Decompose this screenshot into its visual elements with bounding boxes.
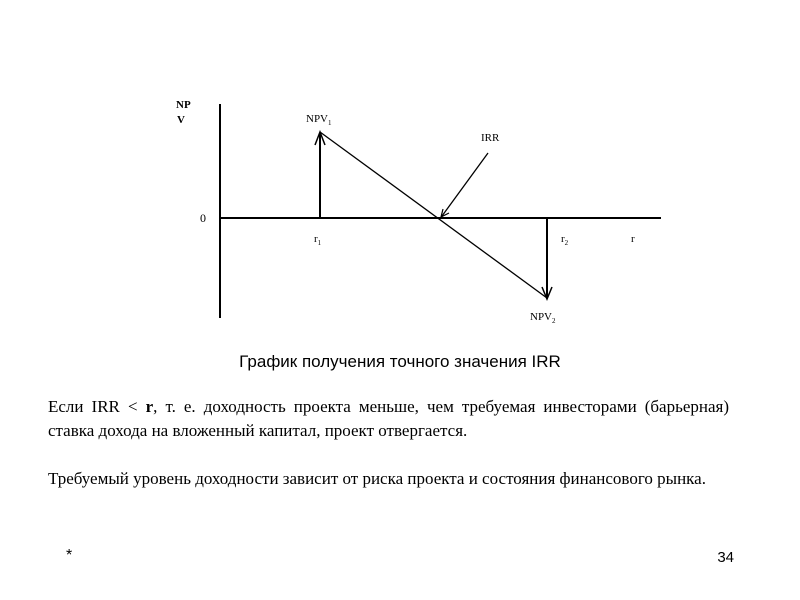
paragraph-required-return: Требуемый уровень доходности зависит от риска проекта и состояния финансового рынка. [48, 469, 706, 488]
required-rate-symbol: r [145, 397, 154, 416]
paragraph-irr-rule-end: , т. е. доходность проекта меньше, чем требуемая инвесторами (барьерная) ставка дохода на вложенный капитал, проект отвергается. [48, 397, 729, 440]
footer-marker: * [66, 547, 73, 564]
y-axis-label-line2: V [177, 114, 185, 126]
r1-label: $r_1$ [314, 233, 322, 247]
y-axis-label-line1: NP [176, 99, 191, 111]
npv1-label: $NPV_1$ [306, 113, 332, 127]
paragraph-irr-rule-start: Если IRR < [48, 397, 146, 416]
irr-label: IRR [481, 132, 500, 144]
x-axis-label: r [631, 233, 635, 245]
irr-pointer [442, 153, 488, 216]
npv-line [320, 132, 547, 298]
npv2-label: $NPV_2$ [530, 311, 556, 325]
diagram-caption: График получения точного значения IRR [239, 352, 561, 371]
origin-label: 0 [200, 211, 206, 225]
page-number: 34 [717, 549, 734, 566]
irr-pointer-head [441, 209, 449, 217]
paragraph-irr-rule [48, 395, 729, 443]
r2-label: $r_2$ [561, 233, 569, 247]
